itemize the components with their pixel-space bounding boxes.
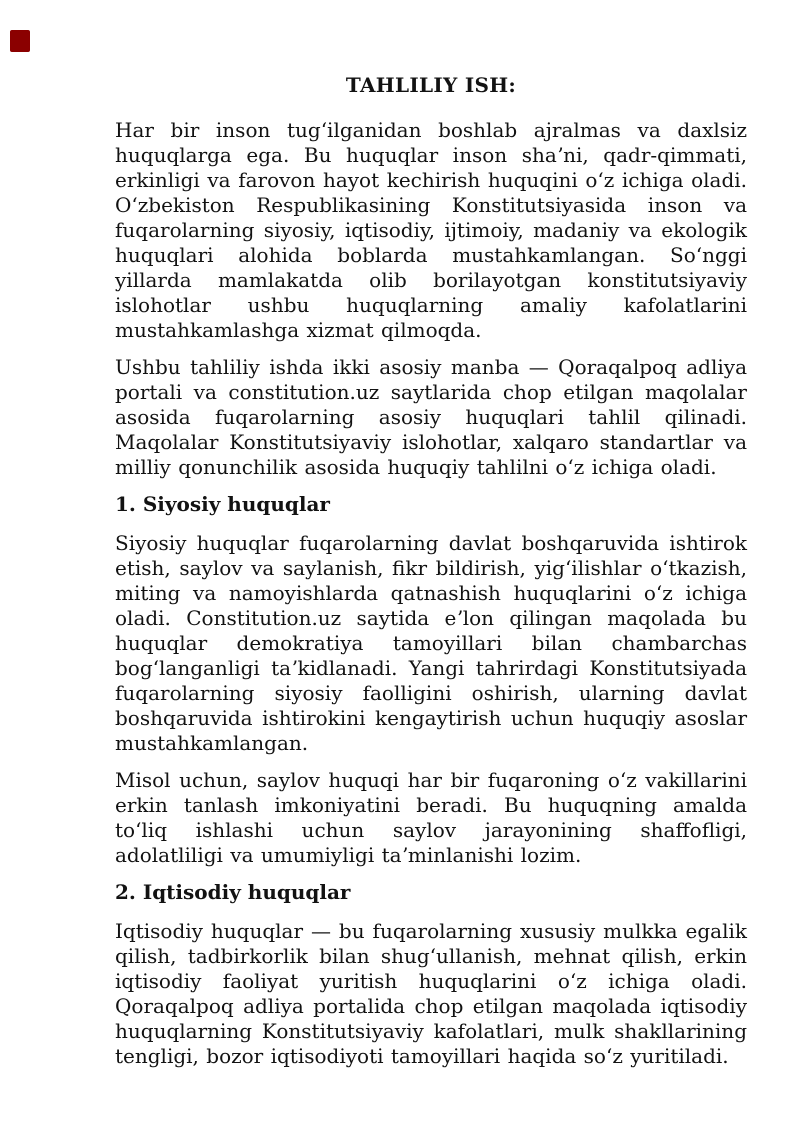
red-stamp-marker	[10, 30, 30, 52]
document-title: TAHLILIY ISH:	[345, 73, 517, 97]
paragraph-intro-rights: Har bir inson tugʻilganidan boshlab ajralmas va daxlsiz huquqlarga ega. Bu huquqlar inson shaʼni, qadr-qimmati, erkinligi va farovon hayot kechirish huquqini oʻz ichiga oladi. Oʻzbekiston Respublikasining Konstitutsiyasida inson va fuqarolarning siyosiy, iqtisodiy, ijtimoiy, madaniy va ekologik huquqlari alohida boblarda mustahkamlangan. Soʻnggi yillarda mamlakatda olib borilayotgan konstitutsiyaviy islohotlar ushbu huquqlarning amaliy kafolatlarini mustahkamlashga xizmat qilmoqda.	[115, 118, 747, 342]
paragraph-political-rights: Siyosiy huquqlar fuqarolarning davlat boshqaruvida ishtirok etish, saylov va saylanish, fikr bildirish, yigʻilishlar oʻtkazish, miting va namoyishlarda qatnashish huquqlarini oʻz ichiga oladi. Constitution.uz saytida eʼlon qilingan maqolada bu huquqlar demokratiya tamoyillari bilan chambarchas bogʻlanganligi taʼkidlanadi. Yangi tahrirdagi Konstitutsiyada fuqarolarning siyosiy faolligini oshirish, ularning davlat boshqaruvida ishtirokini kengaytirish uchun huquqiy asoslar mustahkamlangan.	[115, 531, 747, 755]
section-heading-political-rights: 1. Siyosiy huquqlar	[115, 492, 330, 516]
paragraph-election-example: Misol uchun, saylov huquqi har bir fuqaroning oʻz vakillarini erkin tanlash imkoniyatini beradi. Bu huquqning amalda toʻliq ishlashi uchun saylov jarayonining shaffofligi, adolatliligi va umumiyligi taʼminlanishi lozim.	[115, 768, 747, 867]
section-heading-economic-rights: 2. Iqtisodiy huquqlar	[115, 880, 351, 904]
paragraph-sources: Ushbu tahliliy ishda ikki asosiy manba — Qoraqalpoq adliya portali va constitution.uz saytlarida chop etilgan maqolalar asosida fuqarolarning asosiy huquqlari tahlil qilinadi. Maqolalar Konstitutsiyaviy islohotlar, xalqaro standartlar va milliy qonunchilik asosida huquqiy tahlilni oʻz ichiga oladi.	[115, 355, 747, 479]
paragraph-economic-rights: Iqtisodiy huquqlar — bu fuqarolarning xususiy mulkka egalik qilish, tadbirkorlik bilan shugʻullanish, mehnat qilish, erkin iqtisodiy faoliyat yuritish huquqlarini oʻz ichiga oladi. Qoraqalpoq adliya portalida chop etilgan maqolada iqtisodiy huquqlarning Konstitutsiyaviy kafolatlari, mulk shakllarining tengligi, bozor iqtisodiyoti tamoyillari haqida soʻz yuritiladi.	[115, 919, 747, 1068]
